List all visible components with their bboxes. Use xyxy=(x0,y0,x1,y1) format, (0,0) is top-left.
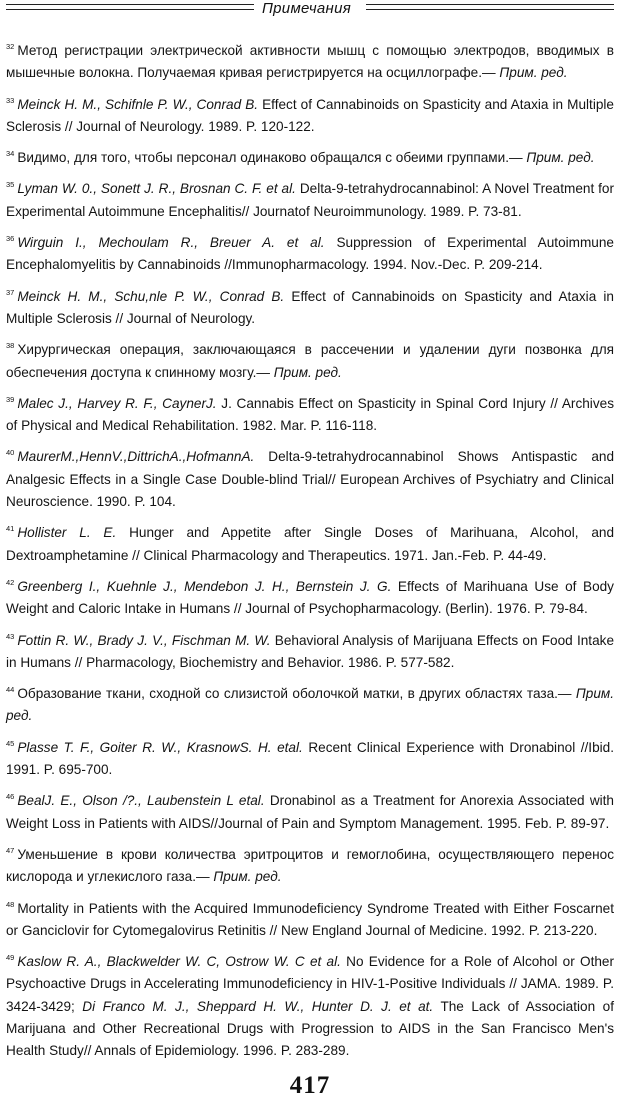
footnote-text: Effects of Marihuana Use of Body Weight and Caloric Intake in Humans // Journal of Psychopharmacology. (Berlin). 1976. P. 79-84. xyxy=(6,578,614,617)
footnote-number: 41 xyxy=(6,524,15,534)
footnote-text-2: The Lack of Association of Marijuana and Other Recreational Drugs with Progression to AIDS in the San Francisco Men's Health Study// Annals of Epidemiology. 1996. P. 283-289. xyxy=(6,998,614,1059)
footnote-39 xyxy=(6,389,614,438)
footnote-text: J. Cannabis Effect on Spasticity in Spinal Cord Injury // Archives of Physical and Medical Rehabilitation. 1982. Mar. P. 116-118. xyxy=(6,395,614,434)
footnote-text: Метод регистрации электрической активности мышц с помощью электродов, вводимых в мышечные волокна. Получаемая кривая регистрируется на осциллографе.— xyxy=(6,43,614,81)
footnote-43 xyxy=(6,626,614,675)
footnote-number: 37 xyxy=(6,287,15,297)
footnote-number: 46 xyxy=(6,792,15,802)
editor-note: Прим. ред. xyxy=(526,150,595,166)
header-rule-right-lower xyxy=(366,9,614,10)
footnote-text: Образование ткани, сходной со слизистой оболочкой матки, в других областях таза.— xyxy=(17,686,572,702)
editor-note: Прим. ред. xyxy=(499,65,568,81)
footnote-48 xyxy=(6,894,614,943)
footnote-text: Behavioral Analysis of Marijuana Effects on Food Intake in Humans // Pharmacology, Biochemistry and Behavior. 1986. P. 577-582. xyxy=(6,632,615,670)
running-header xyxy=(0,0,620,24)
footnote-number: 43 xyxy=(6,631,15,641)
footnote-number: 48 xyxy=(6,899,15,909)
footnote-text: Видимо, для того, чтобы персонал одинаково обращался с обеими группами.— xyxy=(17,150,523,166)
footnote-44 xyxy=(6,679,614,728)
footnote-authors-2: Di Franco M. J., Sheppard H. W., Hunter D. J. et at. xyxy=(82,998,434,1014)
header-rule-left xyxy=(6,4,254,5)
footnote-number: 40 xyxy=(6,448,15,458)
footnote-authors: Kaslow R. A., Blackwelder W. C, Ostrow W. C et al. xyxy=(17,954,341,970)
footnote-number: 42 xyxy=(6,577,15,587)
footnote-text: Уменьшение в крови количества эритроцитов и гемоглобина, осуществляющего перенос кислорода и углекислого газа.— xyxy=(6,846,614,885)
editor-note: Прим. ред. xyxy=(273,364,342,380)
footnote-number: 38 xyxy=(6,341,15,351)
footnote-text: No Evidence for a Role of Alcohol or Other Psychoactive Drugs in Accelerating Immunodeficiency in HIV-1-Positive Individuals // JAMA. 1989. P. 3424-3429; xyxy=(6,954,614,1014)
footnote-36 xyxy=(6,228,614,277)
footnote-number: 45 xyxy=(6,738,15,748)
footnote-text: Dronabinol as a Treatment for Anorexia Associated with Weight Loss in Patients with AIDS//Journal of Pain and Symptom Management. 1995. Feb. P. 89-97. xyxy=(6,793,614,831)
footnote-text: Delta-9-tetrahydrocannabinol Shows Antispastic and Analgesic Effects in a Single Case Double-blind Trial// European Archives of Psychiatry and Clinical Neuroscience. 1990. P. 104. xyxy=(6,449,614,510)
footnote-35 xyxy=(6,174,614,223)
footnote-33 xyxy=(6,90,614,139)
footnote-authors: BealJ. E., Olson /?., Laubenstein L etal. xyxy=(17,793,265,809)
header-rule-right xyxy=(366,4,614,5)
footnote-authors: Meinck H. M., Schifnle P. W., Conrad B. xyxy=(17,96,259,112)
footnote-authors: Greenberg I., Kuehnle J., Mendebon J. H., Bernstein J. G. xyxy=(17,578,392,594)
footnote-text: Хирургическая операция, заключающаяся в рассечении и удалении дуги позвонка для обеспечения доступа к спинному мозгу.— xyxy=(6,342,614,380)
footnote-47 xyxy=(6,840,614,889)
footnote-46 xyxy=(6,786,614,835)
footnote-32 xyxy=(6,36,614,85)
footnote-authors: MaurerM.,HennV.,DittrichA.,HofmannA. xyxy=(17,449,255,465)
footnote-text: Hunger and Appetite after Single Doses of Marihuana, Alcohol, and Dextroamphetamine // Clinical Pharmacology and Therapeutics. 1971. Jan.-Feb. P. 44-49. xyxy=(6,525,615,563)
footnote-number: 36 xyxy=(6,234,15,244)
footnote-text: Recent Clinical Experience with Dronabinol //Ibid. 1991. P. 695-700. xyxy=(6,739,614,778)
footnote-37 xyxy=(6,282,614,331)
footnote-authors: Hollister L. E. xyxy=(17,525,117,541)
footnote-45 xyxy=(6,733,614,782)
header-title: Примечания xyxy=(258,0,355,17)
footnote-text: Effect of Cannabinoids on Spasticity and Ataxia in Multiple Sclerosis // Journal of Neurology. 1989. P. 120-122. xyxy=(6,96,614,134)
page-number: 417 xyxy=(289,1072,331,1099)
footnote-authors: Lyman W. 0., Sonett J. R., Brosnan C. F. et al. xyxy=(17,181,296,197)
footnote-41 xyxy=(6,518,614,567)
footnote-authors: Malec J., Harvey R. F., CaynerJ. xyxy=(17,395,217,411)
footnote-text: Suppression of Experimental Autoimmune Encephalomyelitis by Cannabinoids //Immunopharmacology. 1994. Nov.-Dec. P. 209-214. xyxy=(6,235,614,273)
footnote-number: 34 xyxy=(6,149,15,159)
editor-note: Прим. ред. xyxy=(213,869,282,885)
footnotes-list xyxy=(6,36,614,1068)
footnote-number: 44 xyxy=(6,685,15,695)
footnote-34 xyxy=(6,143,614,169)
footnote-authors: Wirguin I., Mechoulam R., Breuer A. et al. xyxy=(17,235,325,251)
footnote-text: Effect of Cannabinoids on Spasticity and Ataxia in Multiple Sclerosis // Journal of Neurology. xyxy=(6,288,614,326)
footnote-number: 39 xyxy=(6,394,15,404)
footnote-authors: Plasse T. F., Goiter R. W., KrasnowS. H. etal. xyxy=(17,739,303,755)
footnote-42 xyxy=(6,572,614,621)
footnote-49 xyxy=(6,947,614,1062)
header-rule-left-lower xyxy=(6,9,254,10)
footnote-number: 32 xyxy=(6,42,15,51)
footnote-authors: Meinck H. M., Schu,nle P. W., Conrad B. xyxy=(17,288,285,304)
footnote-number: 33 xyxy=(6,95,15,105)
editor-note: Прим. ред. xyxy=(6,686,614,724)
footnote-38 xyxy=(6,335,614,384)
footnote-number: 49 xyxy=(6,953,15,963)
footnote-number: 35 xyxy=(6,180,15,190)
footnote-text: Delta-9-tetrahydrocannabinol: A Novel Treatment for Experimental Autoimmune Encephalitis// Journatof Neuroimmunology. 1989. P. 73-81. xyxy=(6,181,615,219)
footnote-authors: Fottin R. W., Brady J. V., Fischman M. W. xyxy=(17,632,271,648)
footnote-40 xyxy=(6,442,614,513)
footnote-text: Mortality in Patients with the Acquired Immunodeficiency Syndrome Treated with Either Foscarnet or Ganciclovir for Cytomegalovirus Retinitis // New England Journal of Medicine. 1992. P. 213-220. xyxy=(6,900,614,938)
footnote-number: 47 xyxy=(6,845,15,855)
